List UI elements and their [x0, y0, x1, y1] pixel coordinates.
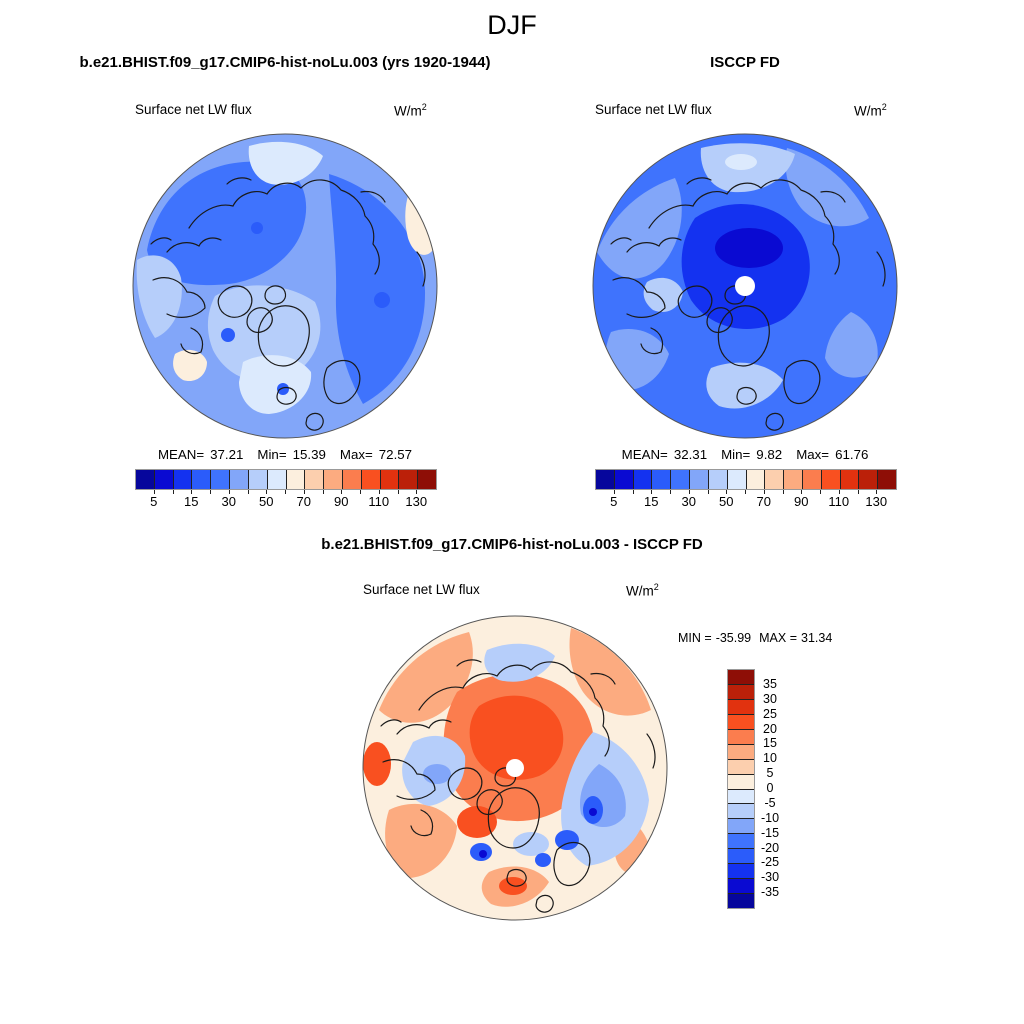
obs-colorbar-ticks	[595, 490, 895, 512]
model-colorbar	[135, 469, 437, 490]
colorbar-segment	[380, 470, 399, 489]
obs-mean-label: MEAN=	[621, 447, 668, 462]
diff-colorbar-ticks	[727, 669, 787, 907]
obs-map	[591, 132, 899, 440]
tick-label: 35	[763, 676, 777, 691]
obs-run-title: ISCCP FD	[710, 54, 780, 71]
diff-max-value: 31.34	[801, 631, 833, 645]
tick-mark	[745, 490, 746, 494]
colorbar-segment	[689, 470, 708, 489]
tick-mark	[360, 490, 361, 494]
tick-mark	[173, 490, 174, 494]
colorbar-segment	[727, 470, 746, 489]
colorbar-segment	[191, 470, 210, 489]
tick-label: -5	[764, 795, 776, 810]
colorbar-segment	[802, 470, 821, 489]
tick-label: 15	[763, 736, 777, 751]
tick-label: 15	[184, 494, 199, 509]
tick-label: -10	[760, 810, 780, 825]
obs-mean-value: 32.31	[673, 447, 708, 462]
tick-label: 30	[681, 494, 696, 509]
colorbar-segment	[323, 470, 342, 489]
tick-mark	[670, 490, 671, 494]
model-field-label: Surface net LW flux	[135, 102, 252, 117]
obs-max-value: 61.76	[835, 447, 869, 462]
tick-label: 25	[763, 706, 777, 721]
tick-label: 90	[334, 494, 349, 509]
model-units-exponent: 2	[421, 102, 427, 112]
diff-pole-dot	[506, 759, 524, 777]
obs-field-label: Surface net LW flux	[595, 102, 712, 117]
tick-mark	[858, 490, 859, 494]
tick-label: 130	[865, 494, 888, 509]
tick-mark	[783, 490, 784, 494]
colorbar-segment	[651, 470, 670, 489]
tick-mark	[323, 490, 324, 494]
tick-label: -20	[760, 840, 780, 855]
diff-minmax	[678, 631, 840, 645]
tick-mark	[248, 490, 249, 494]
colorbar-segment	[783, 470, 802, 489]
colorbar-segment	[173, 470, 192, 489]
obs-pole-dot	[735, 276, 755, 296]
obs-stats	[595, 447, 895, 462]
tick-mark	[398, 490, 399, 494]
colorbar-segment	[764, 470, 783, 489]
model-max-value: 72.57	[378, 447, 413, 462]
diff-max-label: MAX =	[759, 631, 798, 645]
model-mean-value: 37.21	[210, 447, 244, 462]
tick-label: 10	[763, 751, 777, 766]
colorbar-segment	[417, 470, 436, 489]
diff-title: b.e21.BHIST.f09_g17.CMIP6-hist-noLu.003 - ISCCP FD	[321, 536, 703, 553]
model-run-title: b.e21.BHIST.f09_g17.CMIP6-hist-noLu.003 (yrs 1920-1944)	[79, 54, 491, 71]
tick-label: 30	[221, 494, 236, 509]
colorbar-segment	[821, 470, 840, 489]
diff-min-value: -35.99	[715, 631, 752, 645]
tick-label: -30	[760, 870, 780, 885]
tick-label: -15	[760, 825, 780, 840]
colorbar-segment	[154, 470, 173, 489]
model-units-label	[394, 102, 427, 119]
tick-label: 20	[763, 721, 777, 736]
colorbar-segment	[708, 470, 727, 489]
tick-label: 50	[719, 494, 734, 509]
model-max-label: Max=	[339, 447, 373, 462]
colorbar-segment	[342, 470, 361, 489]
tick-label: 5	[610, 494, 618, 509]
colorbar-segment	[136, 470, 154, 489]
tick-label: 110	[828, 494, 850, 509]
tick-label: 50	[259, 494, 274, 509]
tick-label: 70	[756, 494, 771, 509]
diff-units-base: W/m	[626, 583, 654, 599]
tick-label: 110	[368, 494, 390, 509]
model-colorbar-ticks	[135, 490, 435, 512]
obs-colorbar	[595, 469, 897, 490]
obs-units-base: W/m	[854, 103, 882, 119]
colorbar-segment	[304, 470, 323, 489]
tick-label: 5	[150, 494, 158, 509]
tick-label: 30	[763, 691, 777, 706]
colorbar-segment	[229, 470, 248, 489]
colorbar-segment	[746, 470, 765, 489]
diff-map	[361, 614, 669, 922]
colorbar-segment	[286, 470, 305, 489]
tick-mark	[708, 490, 709, 494]
colorbar-segment	[670, 470, 689, 489]
model-mean-label: MEAN=	[157, 447, 205, 462]
diff-units-exponent: 2	[653, 582, 659, 592]
colorbar-segment	[398, 470, 417, 489]
tick-label: 5	[766, 766, 774, 781]
model-min-value: 15.39	[292, 447, 326, 462]
tick-label: 0	[766, 781, 774, 795]
tick-label: -25	[760, 855, 780, 870]
tick-label: 70	[296, 494, 311, 509]
tick-label: 15	[644, 494, 659, 509]
model-min-label: Min=	[257, 447, 287, 462]
tick-mark	[210, 490, 211, 494]
diff-min-label: MIN =	[678, 631, 712, 645]
obs-units-label	[854, 102, 887, 119]
figure-title: DJF	[487, 10, 537, 40]
tick-label: 90	[794, 494, 809, 509]
obs-max-label: Max=	[796, 447, 830, 462]
tick-mark	[285, 490, 286, 494]
tick-label: -35	[760, 885, 780, 900]
tick-mark	[633, 490, 634, 494]
colorbar-segment	[877, 470, 896, 489]
colorbar-segment	[614, 470, 633, 489]
model-stats	[135, 447, 435, 462]
colorbar-segment	[248, 470, 267, 489]
colorbar-segment	[596, 470, 614, 489]
model-map	[131, 132, 439, 440]
model-units-base: W/m	[394, 103, 422, 119]
diff-units-label	[626, 582, 659, 599]
obs-units-exponent: 2	[881, 102, 887, 112]
diff-field-label: Surface net LW flux	[363, 582, 480, 597]
tick-label: 130	[405, 494, 428, 509]
colorbar-segment	[361, 470, 380, 489]
colorbar-segment	[858, 470, 877, 489]
obs-min-value: 9.82	[756, 447, 783, 462]
tick-mark	[820, 490, 821, 494]
obs-min-label: Min=	[721, 447, 751, 462]
colorbar-segment	[840, 470, 859, 489]
colorbar-segment	[267, 470, 286, 489]
colorbar-segment	[210, 470, 229, 489]
colorbar-segment	[633, 470, 652, 489]
